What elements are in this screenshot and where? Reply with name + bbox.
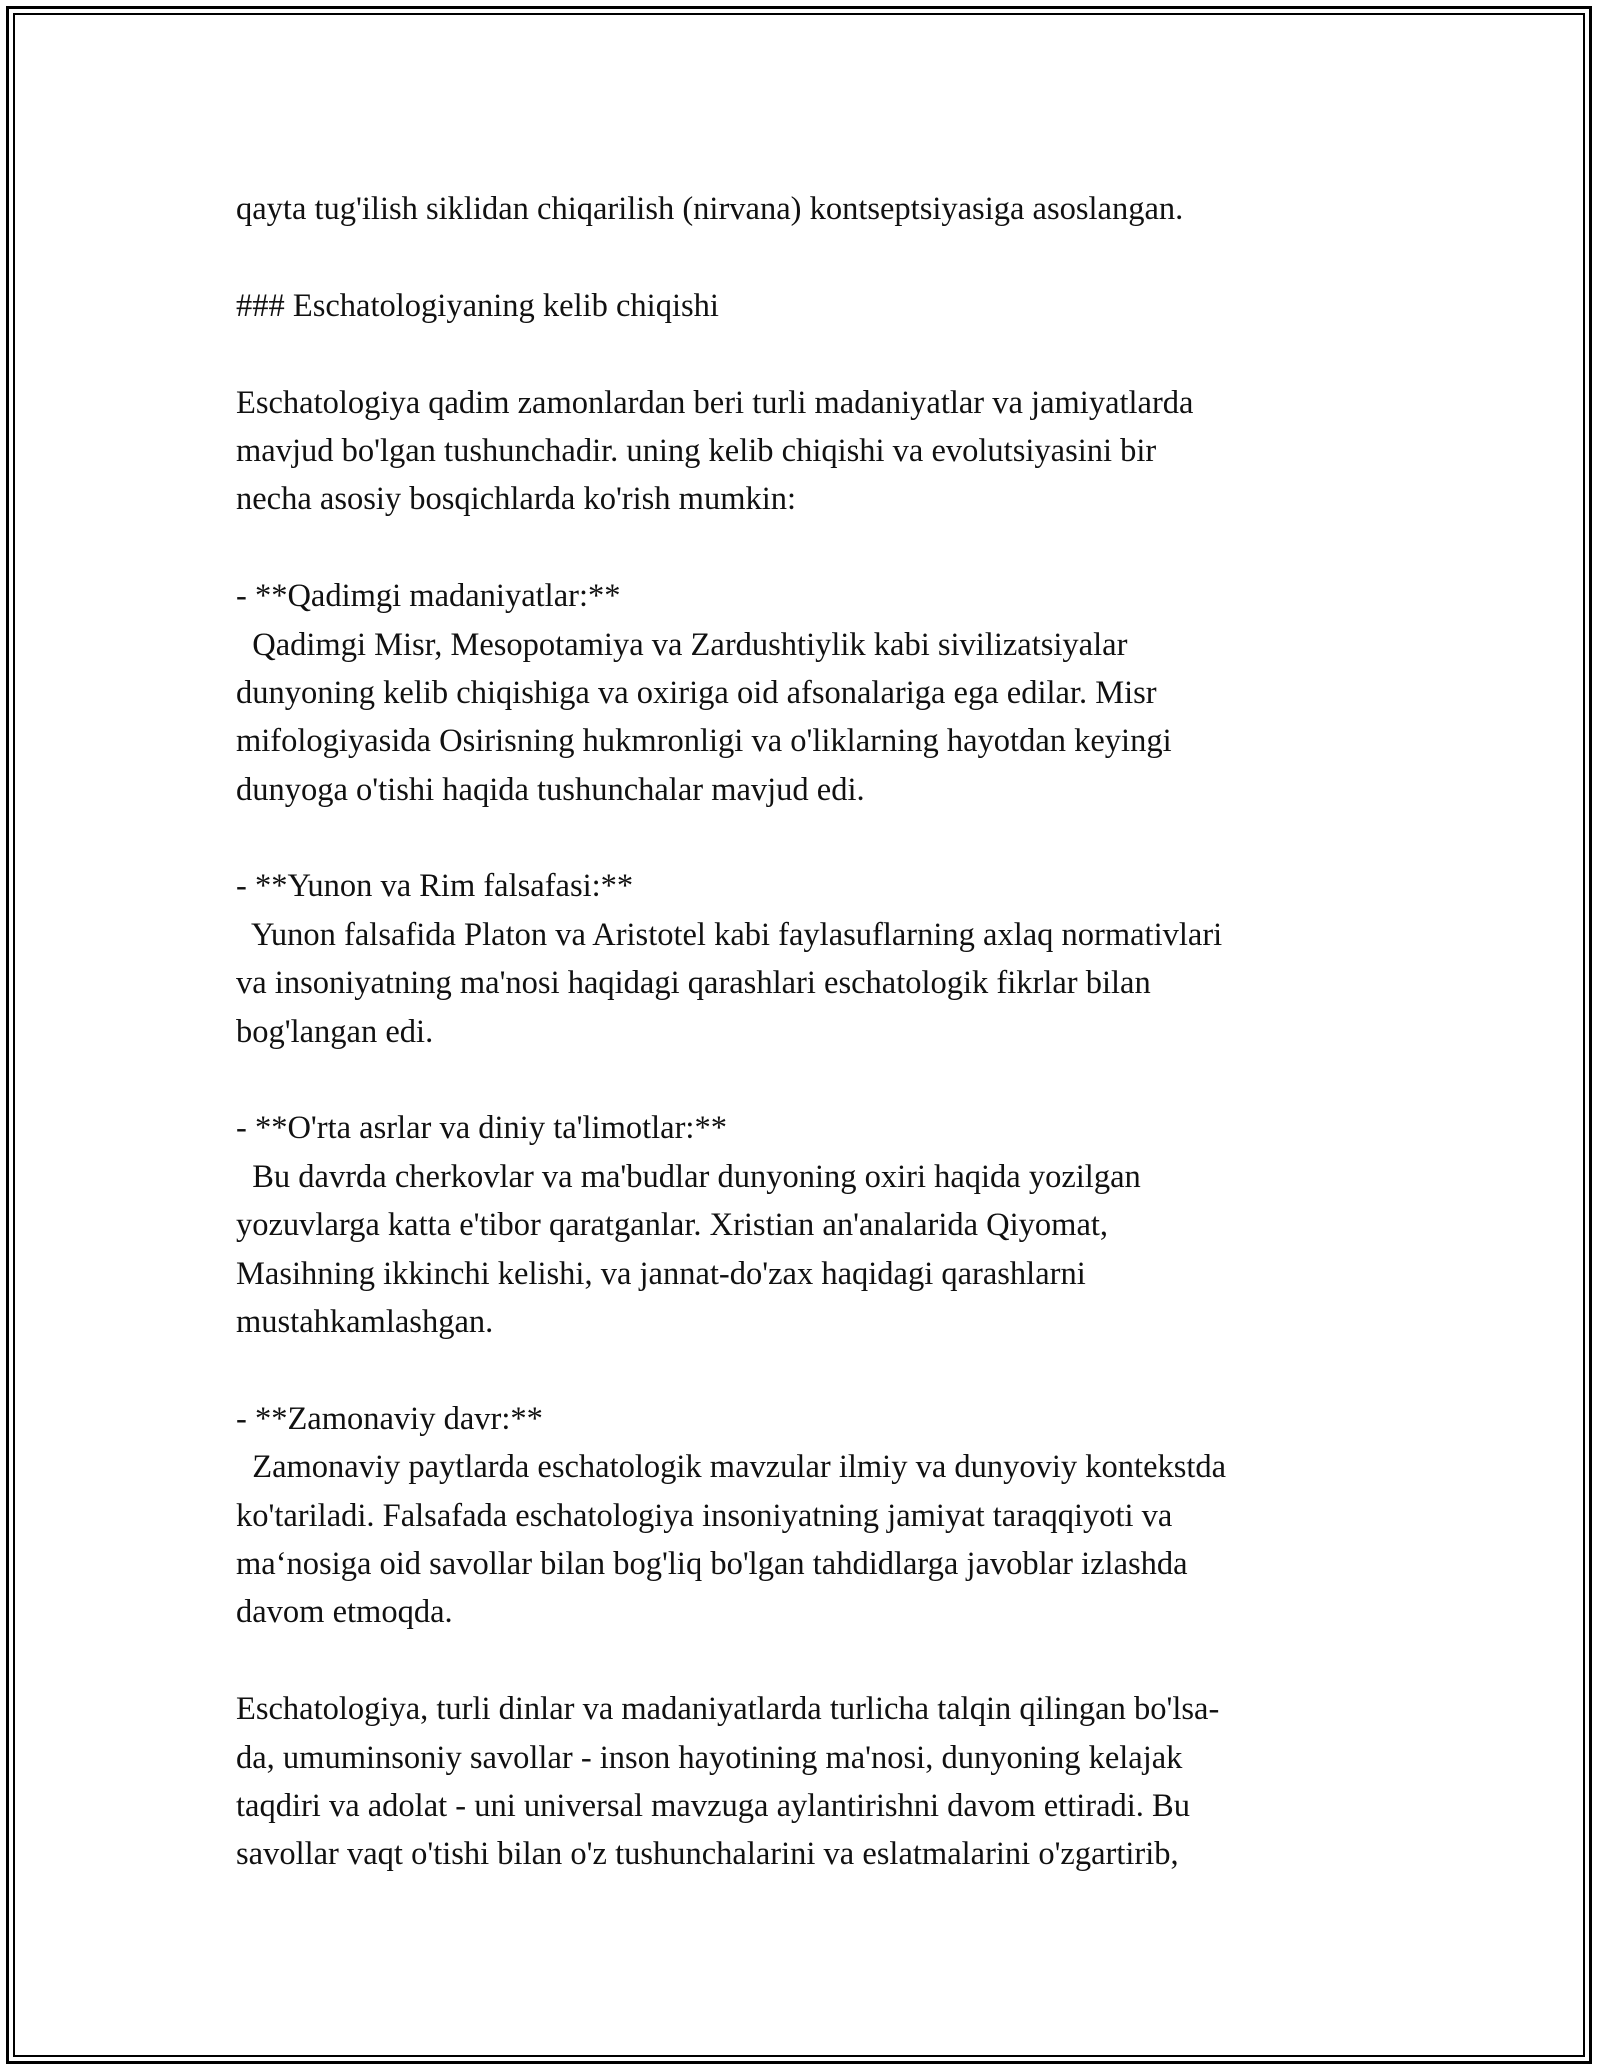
text-line: va insoniyatning ma'nosi haqidagi qarashlari eschatologik fikrlar bilan <box>236 965 1151 1002</box>
list-item-ancient-cultures <box>236 572 1396 814</box>
text-line: bog'langan edi. <box>236 1013 434 1050</box>
text-line: Eschatologiya, turli dinlar va madaniyatlarda turlicha talqin qilingan bo'lsa- <box>236 1691 1220 1728</box>
paragraph-gap <box>236 233 1396 281</box>
text-line: necha asosiy bosqichlarda ko'rish mumkin: <box>236 481 797 518</box>
paragraph-gap <box>236 1346 1396 1394</box>
text-line: dunyoga o'tishi haqida tushunchalar mavjud edi. <box>236 771 865 808</box>
paragraph-gap <box>236 330 1396 378</box>
paragraph-gap <box>236 524 1396 572</box>
paragraph-origin <box>236 379 1396 524</box>
text-line: Yunon falsafida Platon va Aristotel kabi faylasuflarning axlaq normativlari <box>236 916 1223 953</box>
list-item-greek-roman <box>236 862 1396 1056</box>
text-line: Qadimgi Misr, Mesopotamiya va Zardushtiylik kabi sivilizatsiyalar <box>236 626 1128 663</box>
text-line: taqdiri va adolat - uni universal mavzuga aylantirishni davom ettiradi. Bu <box>236 1787 1190 1824</box>
text-line: dunyoning kelib chiqishiga va oxiriga oid afsonalariga ega edilar. Misr <box>236 674 1157 711</box>
text-line: Masihning ikkinchi kelishi, va jannat-do'zax haqidagi qarashlarni <box>236 1255 1086 1292</box>
text-line: mavjud bo'lgan tushunchadir. uning kelib chiqishi va evolutsiyasini bir <box>236 432 1157 469</box>
text-line: ko'tariladi. Falsafada eschatologiya insoniyatning jamiyat taraqqiyoti va <box>236 1497 1173 1534</box>
text-line: da, umuminsoniy savollar - inson hayotining ma'nosi, dunyoning kelajak <box>236 1739 1183 1776</box>
list-item-title: - **O'rta asrlar va diniy ta'limotlar:** <box>236 1110 727 1147</box>
list-item-title: - **Yunon va Rim falsafasi:** <box>236 868 634 905</box>
text-line: savollar vaqt o'tishi bilan o'z tushunchalarini va eslatmalarini o'zgartirib, <box>236 1836 1179 1873</box>
text-line: yozuvlarga katta e'tibor qaratganlar. Xristian an'analarida Qiyomat, <box>236 1207 1109 1244</box>
section-heading: ### Eschatologiyaning kelib chiqishi <box>236 287 719 324</box>
paragraph-gap <box>236 1056 1396 1104</box>
list-item-modern-era <box>236 1395 1396 1637</box>
paragraph-gap <box>236 814 1396 862</box>
list-item-middle-ages <box>236 1104 1396 1346</box>
text-line: Eschatologiya qadim zamonlardan beri turli madaniyatlar va jamiyatlarda <box>236 384 1194 421</box>
list-item-title: - **Zamonaviy davr:** <box>236 1400 543 1437</box>
paragraph-gap <box>236 1637 1396 1685</box>
text-line: mustahkamlashgan. <box>236 1303 494 1340</box>
text-line: Zamonaviy paytlarda eschatologik mavzular ilmiy va dunyoviy kontekstda <box>236 1449 1227 1486</box>
text-line: mifologiyasida Osirisning hukmronligi va o'liklarning hayotdan keyingi <box>236 723 1172 760</box>
intro-paragraph <box>236 185 1396 233</box>
text-line: davom etmoqda. <box>236 1594 453 1631</box>
text-line: ma‘nosiga oid savollar bilan bog'liq bo'lgan tahdidlarga javoblar izlashda <box>236 1545 1188 1582</box>
closing-paragraph <box>236 1685 1396 1879</box>
list-item-title: - **Qadimgi madaniyatlar:** <box>236 578 621 615</box>
text-line: Bu davrda cherkovlar va ma'budlar dunyoning oxiri haqida yozilgan <box>236 1158 1141 1195</box>
text-line: qayta tug'ilish siklidan chiqarilish (nirvana) kontseptsiyasiga asoslangan. <box>236 191 1184 227</box>
document-body <box>236 185 1396 1879</box>
